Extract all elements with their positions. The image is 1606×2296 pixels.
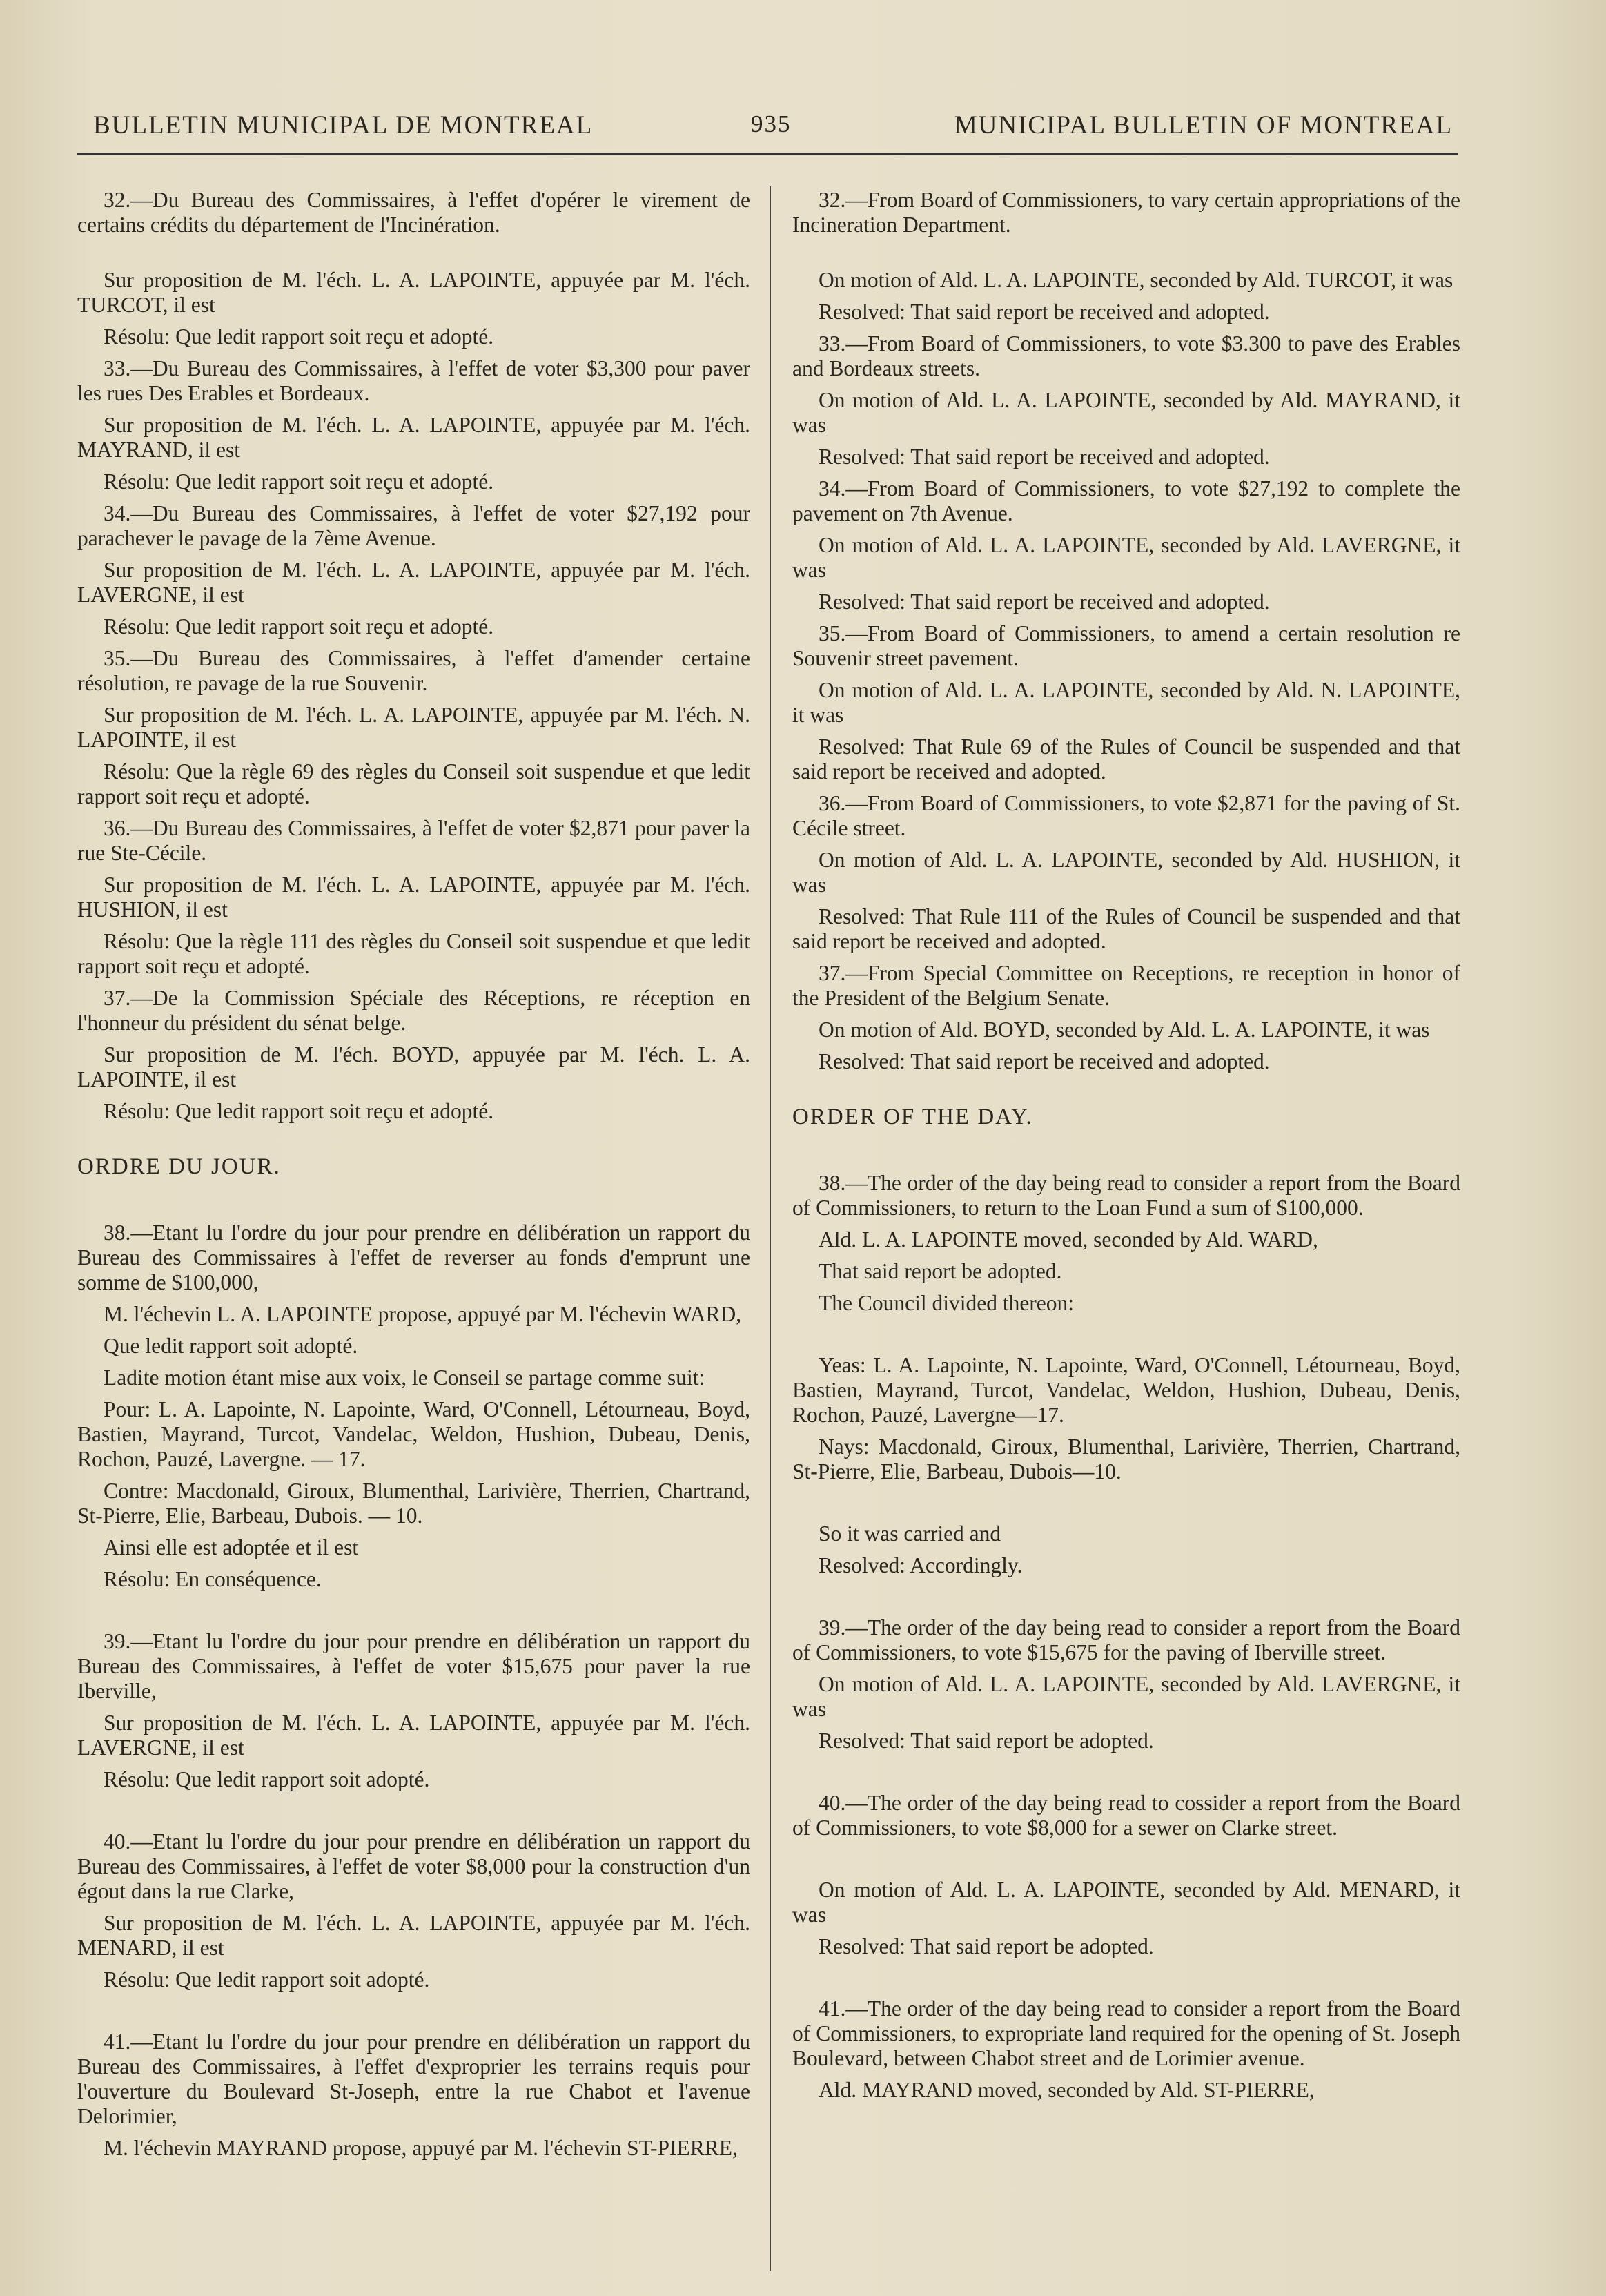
item-38-en: 38.—The order of the day being read to consider a report from the Board of Commissioners, to return to the Loan Fund a sum of $100,000. — [792, 1171, 1460, 1220]
resolved-32-fr: Résolu: Que ledit rapport soit reçu et adopté. — [104, 324, 494, 349]
resolved-34-fr: Résolu: Que ledit rapport soit reçu et adopté. — [104, 614, 494, 639]
resolved-37-fr: Résolu: Que ledit rapport soit reçu et adopté. — [104, 1099, 494, 1123]
item-41-fr: 41.—Etant lu l'ordre du jour pour prendre en délibération un rapport du Bureau des Commissaires, à l'effet d'exproprier les terrains requis pour l'ouverture du Boulevard St-Joseph, entre la rue Chabot et l'avenue Delorimier, — [77, 2030, 750, 2128]
adopt-38-fr: Que ledit rapport soit adopté. — [104, 1334, 358, 1358]
motion-34-en: On motion of Ald. L. A. LAPOINTE, seconded by Ald. LAVERGNE, it was — [792, 533, 1460, 582]
item-37-fr: 37.—De la Commission Spéciale des Réceptions, re réception en l'honneur du président du sénat belge. — [77, 986, 750, 1035]
english-column — [792, 188, 1460, 2110]
item-39-fr: 39.—Etant lu l'ordre du jour pour prendre en délibération un rapport du Bureau des Commissaires, à l'effet de voter $15,675 pour paver la rue Iberville, — [77, 1629, 750, 1703]
resolved-38-en: Resolved: Accordingly. — [819, 1553, 1023, 1577]
header-english-title: MUNICIPAL BULLETIN OF MONTREAL — [954, 111, 1453, 139]
item-36-fr: 36.—Du Bureau des Commissaires, à l'effet de voter $2,871 pour paver la rue Ste-Cécile. — [77, 816, 750, 865]
resolved-37-en: Resolved: That said report be received and adopted. — [819, 1049, 1270, 1073]
vote-38-fr: Ladite motion étant mise aux voix, le Conseil se partage comme suit: — [104, 1365, 705, 1390]
resolved-38-fr: Résolu: En conséquence. — [104, 1567, 322, 1591]
item-33-fr: 33.—Du Bureau des Commissaires, à l'effet de voter $3,300 pour paver les rues Des Erables et Bordeaux. — [77, 356, 750, 405]
item-35-fr: 35.—Du Bureau des Commissaires, à l'effet d'amender certaine résolution, re pavage de la rue Souvenir. — [77, 646, 750, 695]
resolved-35-en: Resolved: That Rule 69 of the Rules of Council be suspended and that said report be received and adopted. — [792, 734, 1460, 784]
resolved-39-en: Resolved: That said report be adopted. — [819, 1729, 1154, 1753]
motion-40-fr: Sur proposition de M. l'éch. L. A. LAPOINTE, appuyée par M. l'éch. MENARD, il est — [77, 1911, 750, 1960]
nays-38-fr: Contre: Macdonald, Giroux, Blumenthal, Larivière, Therrien, Chartrand, St-Pierre, Elie, Barbeau, Dubois. — 10. — [77, 1479, 750, 1528]
item-32-en: 32.—From Board of Commissioners, to vary certain appropriations of the Incineration Department. — [792, 188, 1460, 237]
resolved-33-en: Resolved: That said report be received and adopted. — [819, 445, 1270, 469]
vote-38-en: The Council divided thereon: — [819, 1291, 1075, 1315]
item-32-fr: 32.—Du Bureau des Commissaires, à l'effet d'opérer le virement de certains crédits du département de l'Incinération. — [77, 188, 750, 237]
resolved-40-fr: Résolu: Que ledit rapport soit adopté. — [104, 1967, 430, 1992]
french-column — [77, 188, 750, 2168]
page-header — [93, 110, 1453, 152]
motion-32-fr: Sur proposition de M. l'éch. L. A. LAPOINTE, appuyée par M. l'éch. TURCOT, il est — [77, 268, 750, 317]
item-34-en: 34.—From Board of Commissioners, to vote $27,192 to complete the pavement on 7th Avenue. — [792, 476, 1460, 525]
motion-35-fr: Sur proposition de M. l'éch. L. A. LAPOINTE, appuyée par M. l'éch. N. LAPOINTE, il est — [77, 703, 750, 752]
resolved-36-fr: Résolu: Que la règle 111 des règles du Conseil soit suspendue et que ledit rapport soit reçu et adopté. — [77, 929, 750, 978]
header-rule — [77, 153, 1458, 155]
yeas-38-en: Yeas: L. A. Lapointe, N. Lapointe, Ward, O'Connell, Létourneau, Boyd, Bastien, Mayrand, Turcot, Vandelac, Weldon, Hushion, Dubeau, Denis, Rochon, Pauzé, Lavergne—17. — [792, 1353, 1460, 1427]
item-41-en: 41.—The order of the day being read to consider a report from the Board of Commissioners, to expropriate land required for the opening of St. Joseph Boulevard, between Chabot street and de Lorimier avenue. — [792, 1996, 1460, 2070]
yeas-38-fr: Pour: L. A. Lapointe, N. Lapointe, Ward, O'Connell, Létourneau, Boyd, Bastien, Mayrand, Turcot, Vandelac, Weldon, Hushion, Dubeau, Denis, Rochon, Pauzé, Lavergne. — 17. — [77, 1397, 750, 1471]
adopt-38-en: That said report be adopted. — [819, 1259, 1062, 1283]
resolved-32-en: Resolved: That said report be received and adopted. — [819, 300, 1270, 324]
item-40-en: 40.—The order of the day being read to cossider a report from the Board of Commissioners, to vote $8,000 for a sewer on Clarke street. — [792, 1791, 1460, 1840]
nays-38-en: Nays: Macdonald, Giroux, Blumenthal, Larivière, Therrien, Chartrand, St-Pierre, Elie, Barbeau, Dubois—10. — [792, 1434, 1460, 1483]
motion-40-en: On motion of Ald. L. A. LAPOINTE, seconded by Ald. MENARD, it was — [792, 1878, 1460, 1927]
header-french-title: BULLETIN MUNICIPAL DE MONTREAL — [93, 111, 594, 139]
item-40-fr: 40.—Etant lu l'ordre du jour pour prendre en délibération un rapport du Bureau des Commissaires, à l'effet de voter $8,000 pour la construction d'un égout dans la rue Clarke, — [77, 1829, 750, 1903]
page-number: 935 — [751, 110, 792, 137]
motion-39-en: On motion of Ald. L. A. LAPOINTE, seconded by Ald. LAVERGNE, it was — [792, 1672, 1460, 1721]
carried-38-fr: Ainsi elle est adoptée et il est — [104, 1535, 359, 1559]
motion-36-en: On motion of Ald. L. A. LAPOINTE, seconded by Ald. HUSHION, it was — [792, 848, 1460, 897]
section-heading-fr: ORDRE DU JOUR. — [77, 1154, 281, 1179]
motion-41-en: Ald. MAYRAND moved, seconded by Ald. ST-PIERRE, — [819, 2078, 1315, 2102]
motion-33-fr: Sur proposition de M. l'éch. L. A. LAPOINTE, appuyée par M. l'éch. MAYRAND, il est — [77, 413, 750, 462]
item-33-en: 33.—From Board of Commissioners, to vote $3.300 to pave des Erables and Bordeaux streets. — [792, 331, 1460, 380]
motion-41-fr: M. l'échevin MAYRAND propose, appuyé par M. l'échevin ST-PIERRE, — [104, 2136, 738, 2160]
item-34-fr: 34.—Du Bureau des Commissaires, à l'effet de voter $27,192 pour parachever le pavage de la 7ème Avenue. — [77, 501, 750, 550]
motion-39-fr: Sur proposition de M. l'éch. L. A. LAPOINTE, appuyée par M. l'éch. LAVERGNE, il est — [77, 1711, 750, 1760]
section-heading-en: ORDER OF THE DAY. — [792, 1105, 1033, 1129]
resolved-39-fr: Résolu: Que ledit rapport soit adopté. — [104, 1767, 430, 1791]
item-36-en: 36.—From Board of Commissioners, to vote $2,871 for the paving of St. Cécile street. — [792, 791, 1460, 840]
item-37-en: 37.—From Special Committee on Receptions, re reception in honor of the President of the Belgium Senate. — [792, 961, 1460, 1010]
carried-38-en: So it was carried and — [819, 1521, 1001, 1546]
resolved-40-en: Resolved: That said report be adopted. — [819, 1934, 1154, 1958]
resolved-34-en: Resolved: That said report be received and adopted. — [819, 590, 1270, 614]
motion-36-fr: Sur proposition de M. l'éch. L. A. LAPOINTE, appuyée par M. l'éch. HUSHION, il est — [77, 873, 750, 922]
motion-33-en: On motion of Ald. L. A. LAPOINTE, seconded by Ald. MAYRAND, it was — [792, 388, 1460, 437]
item-38-fr: 38.—Etant lu l'ordre du jour pour prendre en délibération un rapport du Bureau des Commissaires à l'effet de reverser au fonds d'emprunt une somme de $100,000, — [77, 1220, 750, 1294]
motion-37-en: On motion of Ald. BOYD, seconded by Ald. L. A. LAPOINTE, it was — [819, 1018, 1430, 1042]
motion-32-en: On motion of Ald. L. A. LAPOINTE, seconded by Ald. TURCOT, it was — [819, 268, 1453, 292]
motion-37-fr: Sur proposition de M. l'éch. BOYD, appuyée par M. l'éch. L. A. LAPOINTE, il est — [77, 1042, 750, 1091]
item-39-en: 39.—The order of the day being read to consider a report from the Board of Commissioners, to vote $15,675 for the paving of Iberville street. — [792, 1615, 1460, 1664]
item-35-en: 35.—From Board of Commissioners, to amend a certain resolution re Souvenir street pavement. — [792, 621, 1460, 670]
motion-35-en: On motion of Ald. L. A. LAPOINTE, seconded by Ald. N. LAPOINTE, it was — [792, 678, 1460, 727]
motion-38-fr: M. l'échevin L. A. LAPOINTE propose, appuyé par M. l'échevin WARD, — [104, 1302, 742, 1326]
motion-34-fr: Sur proposition de M. l'éch. L. A. LAPOINTE, appuyée par M. l'éch. LAVERGNE, il est — [77, 558, 750, 607]
resolved-35-fr: Résolu: Que la règle 69 des règles du Conseil soit suspendue et que ledit rapport soit reçu et adopté. — [77, 759, 750, 808]
resolved-36-en: Resolved: That Rule 111 of the Rules of Council be suspended and that said report be received and adopted. — [792, 904, 1460, 953]
column-divider — [770, 186, 771, 2271]
resolved-33-fr: Résolu: Que ledit rapport soit reçu et adopté. — [104, 469, 494, 494]
motion-38-en: Ald. L. A. LAPOINTE moved, seconded by Ald. WARD, — [819, 1227, 1318, 1252]
